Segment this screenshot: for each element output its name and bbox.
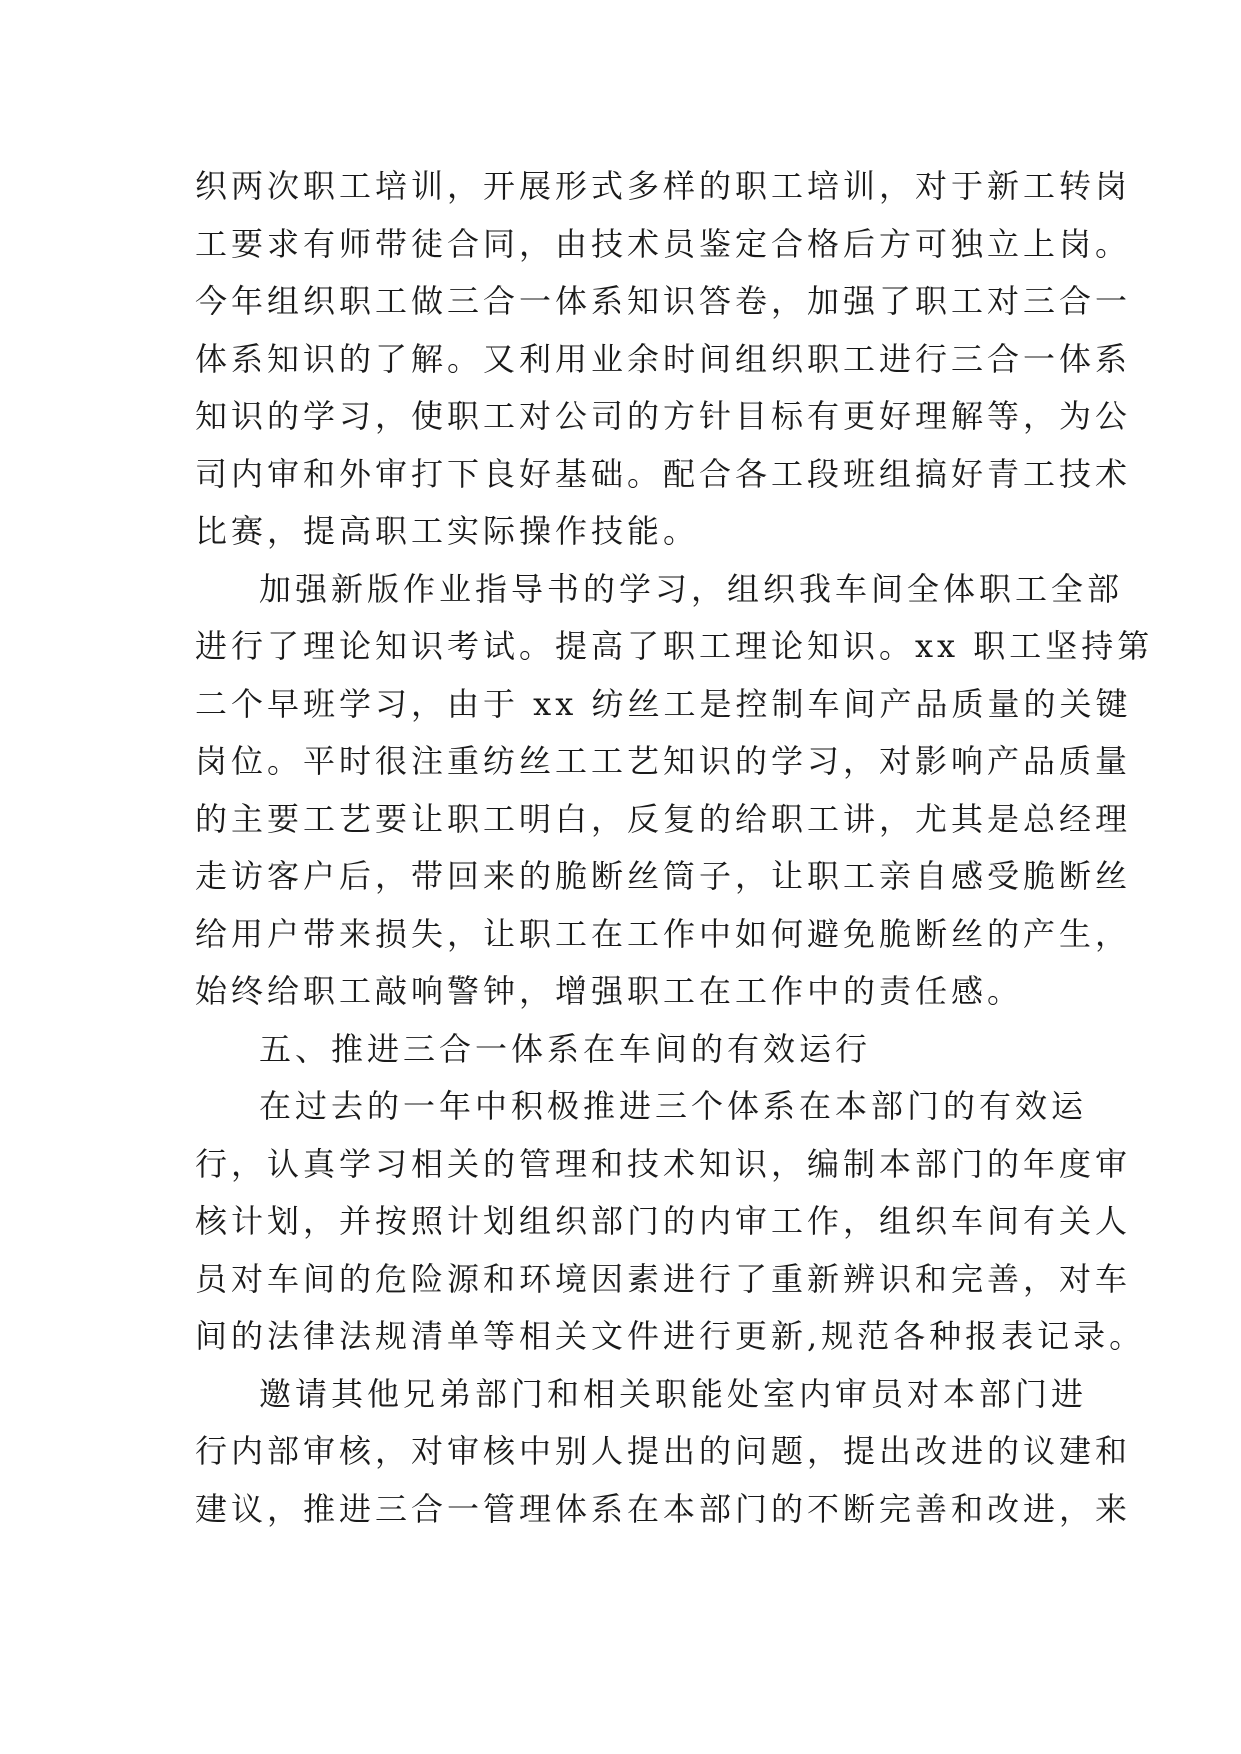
text-line: 的主要工艺要让职工明白，反复的给职工讲，尤其是总经理	[195, 799, 1132, 838]
text-line: 核计划，并按照计划组织部门的内审工作，组织车间有关人	[195, 1202, 1132, 1240]
text-line: 体系知识的了解。又利用业余时间组织职工进行三合一体系	[195, 339, 1132, 378]
text-line: 司内审和外审打下良好基础。配合各工段班组搞好青工技术	[195, 454, 1132, 493]
text-line: 知识的学习，使职工对公司的方针目标有更好理解等，为公	[195, 397, 1132, 435]
paragraph-training	[195, 158, 1132, 561]
paragraph-internal-audit	[195, 1366, 1132, 1539]
paragraph-guidebook	[195, 561, 1154, 1021]
text-line: 员对车间的危险源和环境因素进行了重新辨识和完善，对车	[195, 1259, 1132, 1298]
document-body	[195, 158, 1154, 1538]
text-line: 比赛，提高职工实际操作技能。	[195, 512, 700, 550]
text-line: 进行了理论知识考试。提高了职工理论知识。xx 职工坚持第	[195, 627, 1154, 665]
text-line: 给用户带来损失，让职工在工作中如何避免脆断丝的产生，	[195, 914, 1132, 953]
text-line: 岗位。平时很注重纺丝工工艺知识的学习，对影响产品质量	[195, 742, 1132, 780]
section-heading-five	[195, 1021, 1055, 1079]
text-line: 间的法律法规清单等相关文件进行更新,规范各种报表记录。	[195, 1317, 1146, 1355]
text-line: 织两次职工培训，开展形式多样的职工培训，对于新工转岗	[195, 167, 1132, 205]
text-line: 在过去的一年中积极推进三个体系在本部门的有效运	[259, 1087, 1088, 1125]
text-line: 二个早班学习，由于 xx 纺丝工是控制车间产品质量的关键	[195, 684, 1132, 723]
text-line: 邀请其他兄弟部门和相关职能处室内审员对本部门进	[259, 1374, 1088, 1413]
text-line: 始终给职工敲响警钟，增强职工在工作中的责任感。	[195, 972, 1024, 1010]
text-line: 今年组织职工做三合一体系知识答卷，加强了职工对三合一	[195, 282, 1132, 320]
text-line: 建议，推进三合一管理体系在本部门的不断完善和改进，来	[195, 1489, 1132, 1528]
text-line: 加强新版作业指导书的学习，组织我车间全体职工全部	[259, 569, 1124, 608]
text-line: 行，认真学习相关的管理和技术知识，编制本部门的年度审	[195, 1144, 1132, 1183]
text-line: 行内部审核，对审核中别人提出的问题，提出改进的议建和	[195, 1432, 1132, 1470]
text-line: 走访客户后，带回来的脆断丝筒子，让职工亲自感受脆断丝	[195, 857, 1132, 895]
text-line: 工要求有师带徒合同，由技术员鉴定合格后方可独立上岗。	[195, 224, 1132, 263]
section-heading: 五、推进三合一体系在车间的有效运行	[259, 1029, 872, 1068]
paragraph-system-operation	[195, 1078, 1146, 1366]
